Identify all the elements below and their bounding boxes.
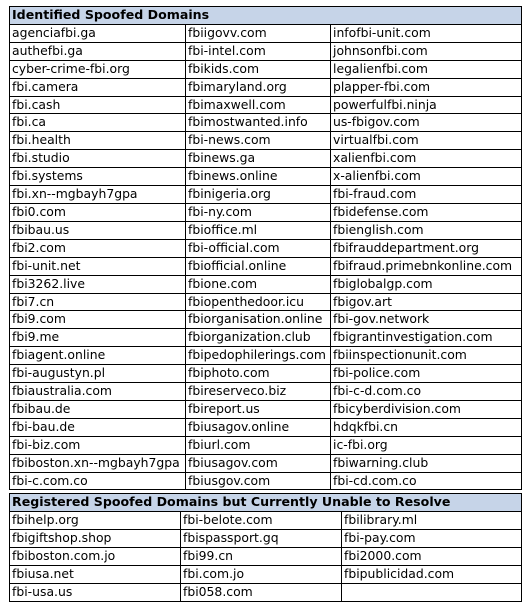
domain-cell: fbiboston.com.jo [10,548,181,566]
unresolved-domains-table [9,493,522,601]
domain-cell: fbi-unit.net [10,257,186,275]
domain-cell: fbinews.ga [186,150,331,168]
domain-cell: fbicyberdivision.com [331,400,522,418]
table-row [10,584,522,602]
domain-cell: fbigov.art [331,293,522,311]
table-row [10,566,522,584]
table-row [10,311,522,329]
domain-cell: fbibau.us [10,221,186,239]
domain-cell: fbireport.us [186,400,331,418]
table-row [10,42,522,60]
table-row [10,347,522,365]
domain-cell: johnsonfbi.com [331,42,522,60]
domain-cell: fbipedophilerings.com [186,347,331,365]
domain-cell: fbi-augustyn.pl [10,365,186,383]
table-row [10,548,522,566]
domain-cell: cyber-crime-fbi.org [10,60,186,78]
domain-cell: fbimaryland.org [186,78,331,96]
domain-cell: fbi058.com [181,584,342,602]
identified-domains-table [9,6,522,490]
domain-cell: fbiwarning.club [331,454,522,472]
domain-cell: fbinigeria.org [186,186,331,204]
table-row [10,132,522,150]
domain-cell: ic-fbi.org [331,436,522,454]
table-row [10,60,522,78]
table-row [10,150,522,168]
domain-cell: fbimaxwell.com [186,96,331,114]
domain-cell: fbi-usa.us [10,584,181,602]
domain-cell: fbiopenthedoor.icu [186,293,331,311]
domain-cell: fbi-news.com [186,132,331,150]
domain-cell: fbiphoto.com [186,365,331,383]
domain-cell: fbiusgov.com [186,472,331,490]
domain-cell: fbi-cd.com.co [331,472,522,490]
domain-cell: us-fbigov.com [331,114,522,132]
domain-cell: fbiagent.online [10,347,186,365]
domain-cell: virtualfbi.com [331,132,522,150]
domain-cell: fbienglish.com [331,221,522,239]
domain-cell: fbi2.com [10,239,186,257]
domain-cell: fbifraud.primebnkonline.com [331,257,522,275]
table-row [10,383,522,401]
table-row [10,257,522,275]
domain-cell: fbi.ca [10,114,186,132]
domain-cell: fbiaustralia.com [10,383,186,401]
domain-cell: fbi-police.com [331,365,522,383]
domain-cell: fbispassport.gq [181,530,342,548]
table-row [10,418,522,436]
domain-cell: fbi-official.com [186,239,331,257]
table-row [10,454,522,472]
domain-cell: powerfulfbi.ninja [331,96,522,114]
domain-cell: fbidefense.com [331,203,522,221]
domain-cell: fbi-gov.network [331,311,522,329]
table-row [10,239,522,257]
section-heading: Identified Spoofed Domains [10,7,522,25]
domain-cell: fbi.cash [10,96,186,114]
domain-cell: fbi-c-d.com.co [331,383,522,401]
domain-cell: authefbi.ga [10,42,186,60]
domain-cell: fbipublicidad.com [342,566,522,584]
table-row [10,530,522,548]
domain-cell: fbimostwanted.info [186,114,331,132]
domain-cell: plapper-fbi.com [331,78,522,96]
domain-cell: fbi99.cn [181,548,342,566]
table-row [10,221,522,239]
domain-cell [342,584,522,602]
table-row [10,186,522,204]
domain-cell: fbi9.me [10,329,186,347]
domain-cell: fbi-belote.com [181,512,342,530]
domain-cell: fbi-biz.com [10,436,186,454]
domain-cell: fbi.camera [10,78,186,96]
section-heading: Registered Spoofed Domains but Currently Unable to Resolve [10,494,522,512]
domain-cell: fbilibrary.ml [342,512,522,530]
domain-cell: fbi-c.com.co [10,472,186,490]
table-row [10,329,522,347]
table-row [10,168,522,186]
domain-cell: hdqkfbi.cn [331,418,522,436]
domain-cell: fbihelp.org [10,512,181,530]
table-row [10,203,522,221]
table-row [10,114,522,132]
domain-cell: fbi.com.jo [181,566,342,584]
table-row [10,365,522,383]
domain-cell: fbinews.online [186,168,331,186]
domain-cell: fbiusagov.online [186,418,331,436]
domain-cell: fbiigovv.com [186,24,331,42]
domain-cell: xalienfbi.com [331,150,522,168]
table-row [10,96,522,114]
domain-cell: fbi7.cn [10,293,186,311]
domain-cell: fbi-fraud.com [331,186,522,204]
table-row [10,24,522,42]
table-row [10,472,522,490]
domain-cell: fbiusa.net [10,566,181,584]
table-row [10,436,522,454]
domain-cell: fbifrauddepartment.org [331,239,522,257]
domain-cell: fbiboston.xn--mgbayh7gpa [10,454,186,472]
domain-cell: fbigiftshop.shop [10,530,181,548]
table-row [10,275,522,293]
domain-cell: fbi-ny.com [186,203,331,221]
domain-cell: legalienfbi.com [331,60,522,78]
domain-cell: fbiusagov.com [186,454,331,472]
domain-cell: fbiurl.com [186,436,331,454]
domain-cell: fbiofficial.online [186,257,331,275]
domain-cell: fbi-intel.com [186,42,331,60]
domains-document [9,6,521,602]
domain-cell: fbi-bau.de [10,418,186,436]
domain-cell: fbibau.de [10,400,186,418]
domain-cell: agenciafbi.ga [10,24,186,42]
table-row [10,400,522,418]
domain-cell: fbireserveco.biz [186,383,331,401]
domain-cell: fbi-pay.com [342,530,522,548]
domain-cell: fbi.studio [10,150,186,168]
domain-cell: fbikids.com [186,60,331,78]
domain-cell: fbiinspectionunit.com [331,347,522,365]
domain-cell: fbiglobalgp.com [331,275,522,293]
domain-cell: fbi3262.live [10,275,186,293]
table-row [10,512,522,530]
domain-cell: fbioffice.ml [186,221,331,239]
domain-cell: fbiorganisation.online [186,311,331,329]
domain-cell: fbi.health [10,132,186,150]
domain-cell: fbi2000.com [342,548,522,566]
domain-cell: fbi0.com [10,203,186,221]
table-row [10,293,522,311]
domain-cell: infofbi-unit.com [331,24,522,42]
table-row [10,78,522,96]
domain-cell: fbiorganization.club [186,329,331,347]
domain-cell: fbione.com [186,275,331,293]
domain-cell: fbi.xn--mgbayh7gpa [10,186,186,204]
domain-cell: fbigrantinvestigation.com [331,329,522,347]
domain-cell: x-alienfbi.com [331,168,522,186]
domain-cell: fbi9.com [10,311,186,329]
domain-cell: fbi.systems [10,168,186,186]
